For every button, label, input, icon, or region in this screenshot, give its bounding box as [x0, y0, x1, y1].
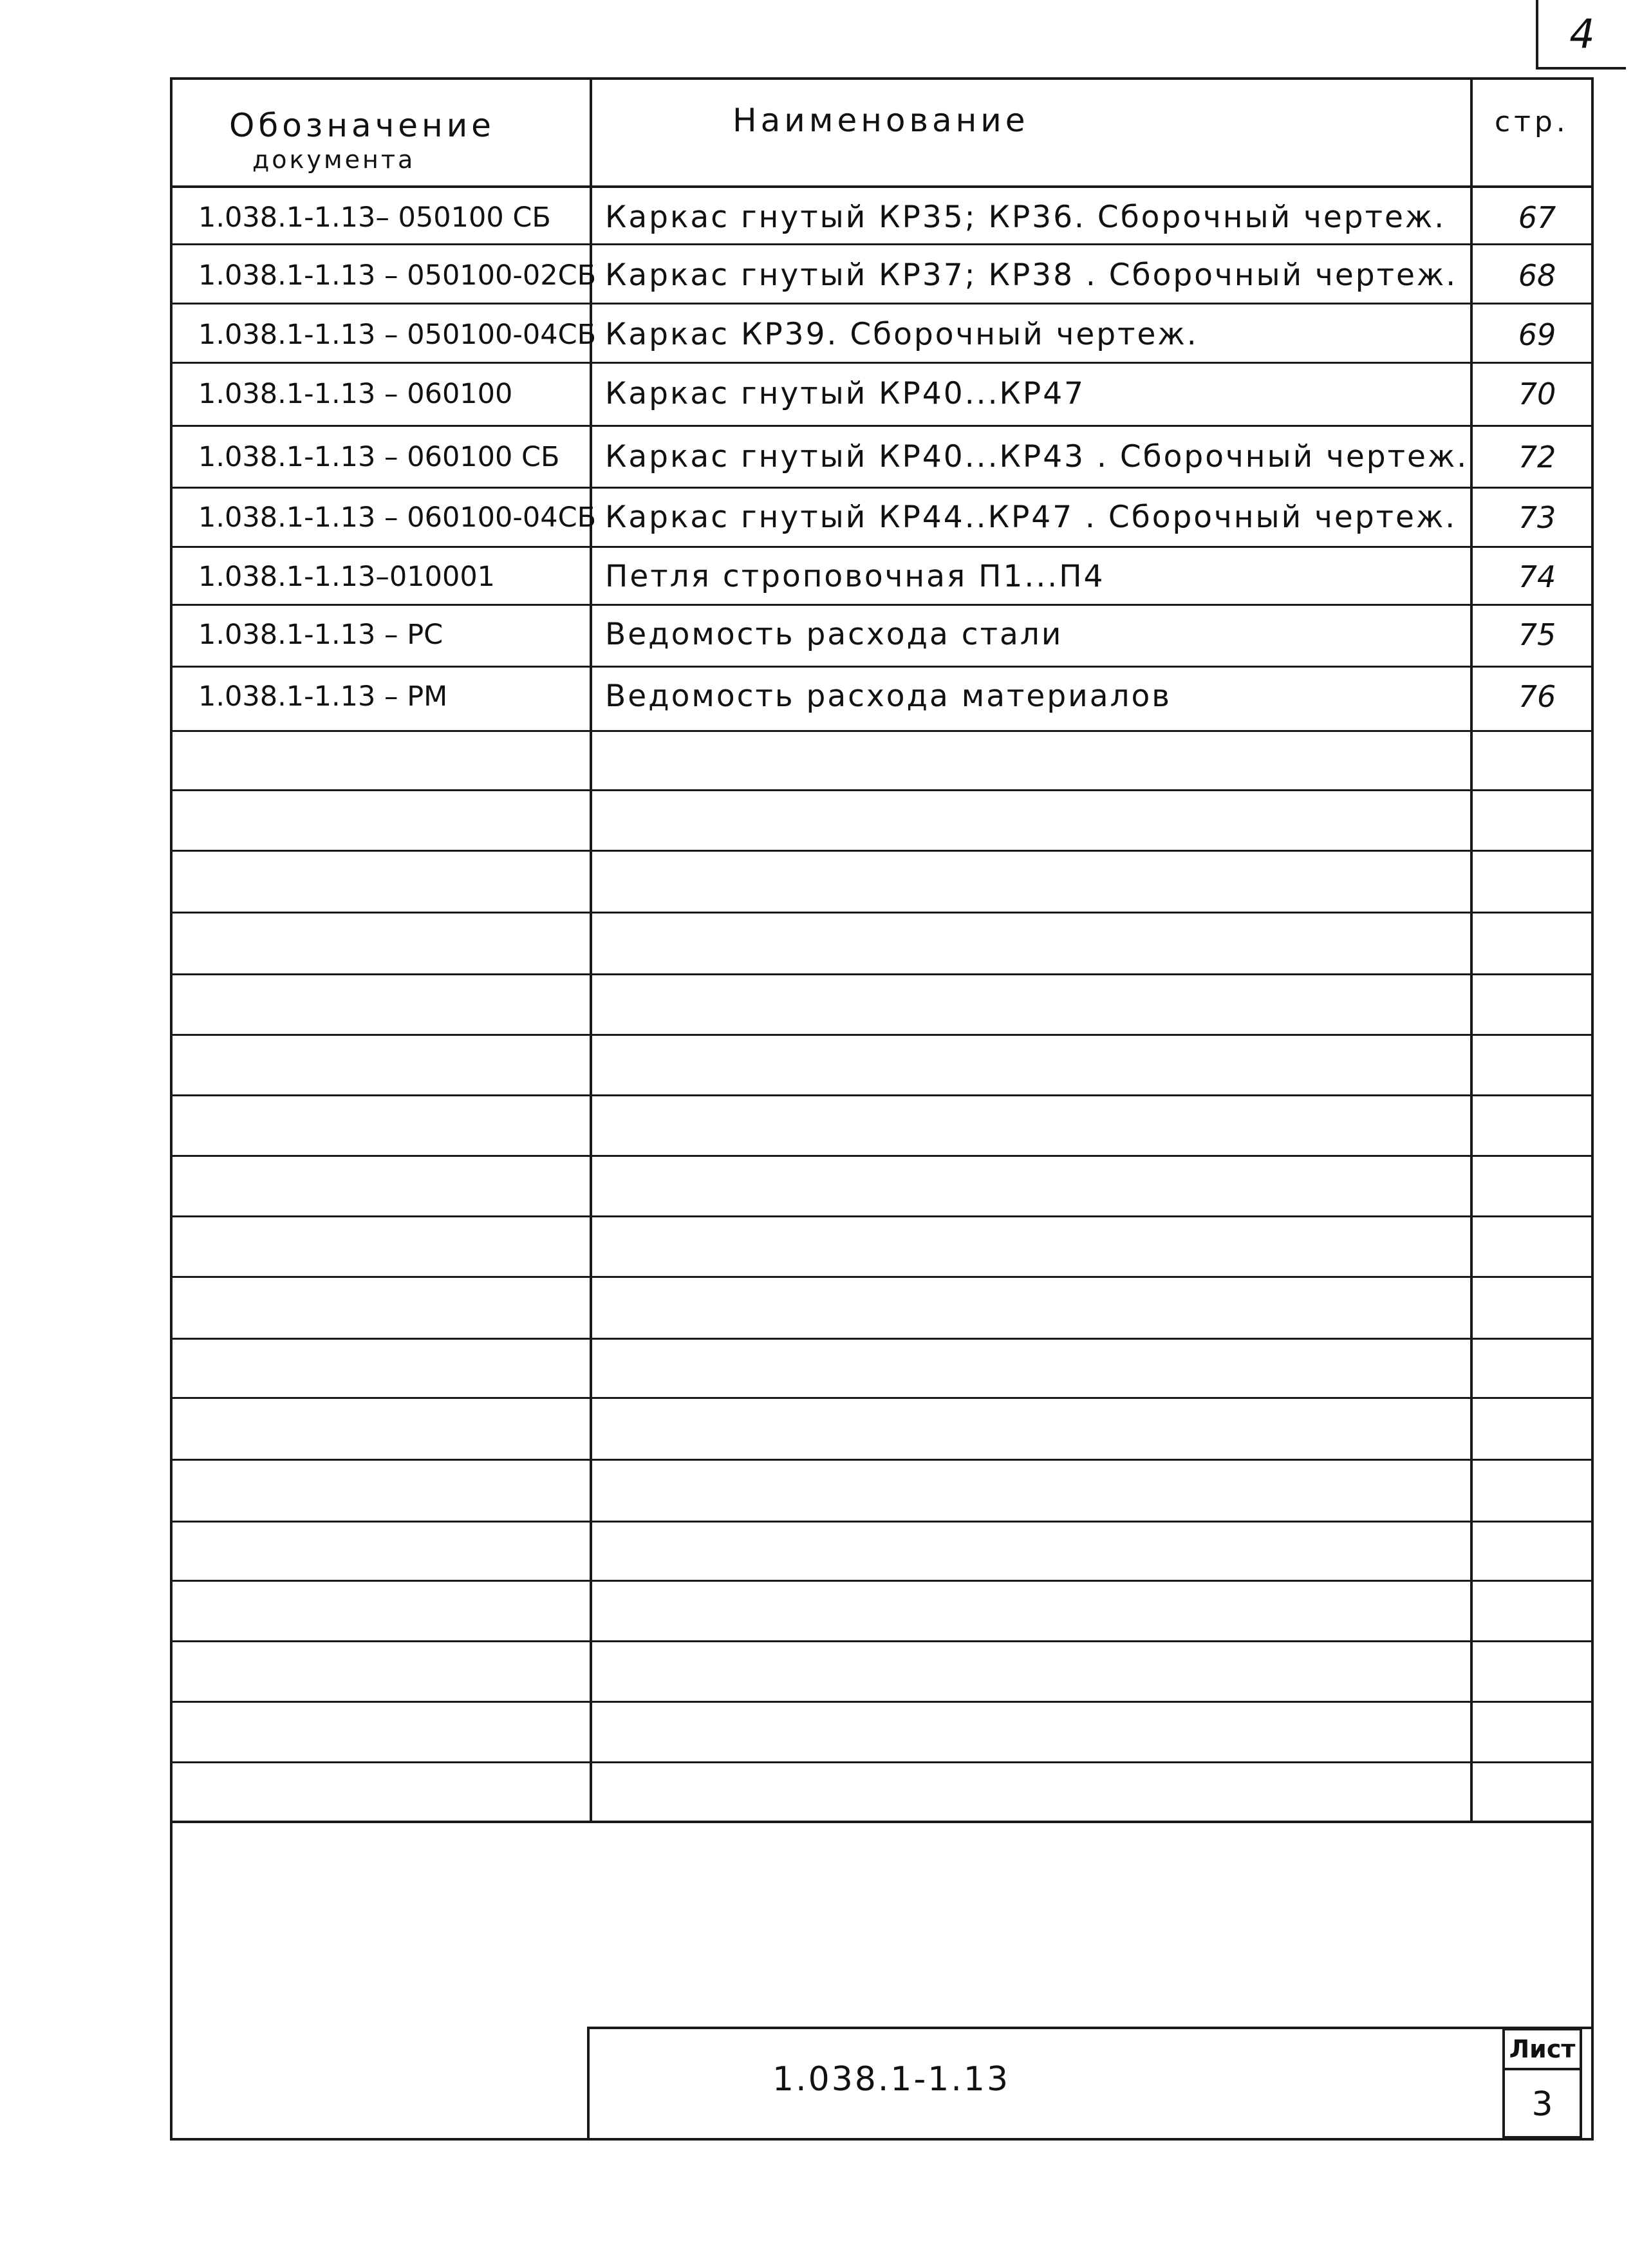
row-line [170, 850, 1594, 852]
row-line [170, 1640, 1594, 1642]
row-line [170, 1155, 1594, 1157]
document-code: 1.038.1-1.13 [772, 2060, 1011, 2099]
sheet-value: 3 [1531, 2085, 1553, 2124]
row-page: 72 [1518, 440, 1556, 474]
row-page: 70 [1518, 377, 1556, 411]
row-line [170, 1338, 1594, 1340]
row-page: 69 [1518, 317, 1556, 352]
header-designation-sub: документа [252, 145, 416, 174]
table-row [173, 666, 1591, 727]
table-row [173, 363, 1591, 425]
row-line [170, 1215, 1594, 1217]
row-line [170, 1094, 1594, 1096]
table-row [173, 304, 1591, 366]
row-name: Каркас гнутый КР37; КР38 . Сборочный чертеж. [605, 258, 1458, 293]
row-code: 1.038.1-1.13–010001 [198, 561, 496, 593]
row-line [170, 789, 1594, 791]
header-name: Наименование [733, 102, 1029, 139]
table-row [173, 426, 1591, 488]
header-designation: Обозначение [229, 107, 495, 144]
row-page: 74 [1518, 559, 1556, 594]
row-page: 68 [1518, 258, 1556, 293]
row-page: 76 [1518, 679, 1556, 714]
row-name: Петля строповочная П1...П4 [605, 559, 1105, 594]
row-name: Каркас гнутый КР40...КР43 . Сборочный чертеж. [605, 439, 1469, 474]
row-page: 67 [1518, 200, 1556, 235]
row-name: Ведомость расхода материалов [605, 679, 1171, 714]
row-line [170, 1397, 1594, 1399]
row-code: 1.038.1-1.13 – РМ [198, 680, 448, 713]
row-line [170, 1276, 1594, 1278]
row-code: 1.038.1-1.13 – 060100 СБ [198, 441, 560, 473]
row-name: Ведомость расхода стали [605, 617, 1063, 652]
sheet-box [1502, 2028, 1582, 2139]
header-page: стр. [1495, 106, 1569, 138]
row-line [170, 1521, 1594, 1523]
row-page: 75 [1518, 617, 1556, 652]
row-page: 73 [1518, 500, 1556, 535]
row-name: Каркас КР39. Сборочный чертеж. [605, 317, 1199, 352]
table-row [173, 187, 1591, 248]
row-line [170, 730, 1594, 732]
table-row [173, 546, 1591, 608]
table-row [173, 604, 1591, 666]
row-name: Каркас гнутый КР35; КР36. Сборочный чертеж. [605, 200, 1446, 235]
table-row [173, 487, 1591, 548]
row-line [170, 1459, 1594, 1461]
row-line [170, 1580, 1594, 1582]
title-block-left [587, 2027, 590, 2141]
row-line [170, 1034, 1594, 1036]
row-name: Каркас гнутый КР40...КР47 [605, 376, 1086, 411]
row-line [170, 1761, 1594, 1763]
row-line [170, 973, 1594, 975]
row-code: 1.038.1-1.13 – РС [198, 619, 443, 651]
table-bottom-line [170, 1821, 1594, 1823]
row-code: 1.038.1-1.13 – 060100-04СБ [198, 501, 597, 534]
row-line [170, 1701, 1594, 1703]
sheet-number: 4 [1536, 0, 1626, 70]
row-line [170, 912, 1594, 914]
table-row [173, 245, 1591, 306]
row-code: 1.038.1-1.13 – 050100-02СБ [198, 259, 597, 292]
row-name: Каркас гнутый КР44..КР47 . Сборочный чертеж. [605, 500, 1457, 535]
row-code: 1.038.1-1.13 – 060100 [198, 378, 513, 410]
sheet-label: Лист [1505, 2030, 1580, 2070]
row-code: 1.038.1-1.13– 050100 СБ [198, 201, 551, 234]
title-block-top [587, 2027, 1594, 2029]
row-code: 1.038.1-1.13 – 050100-04СБ [198, 319, 597, 351]
